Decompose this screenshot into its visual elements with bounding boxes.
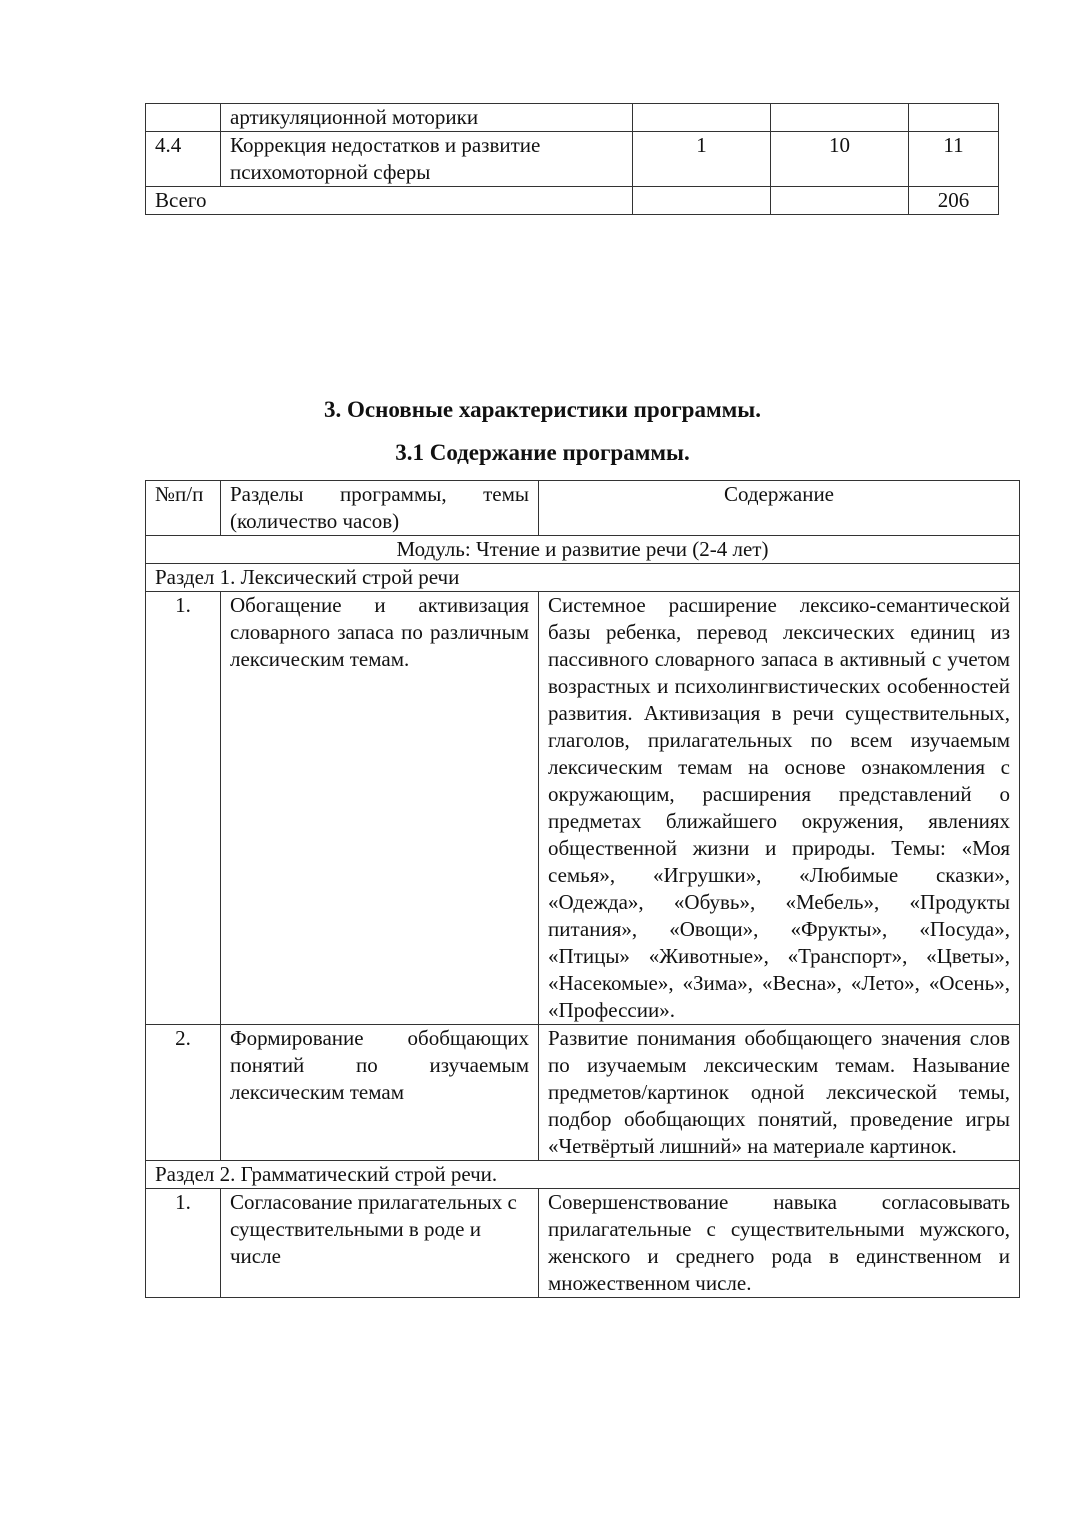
topic-content: Совершенствование навыка согласовывать прилагательные с существительными мужского, женского и среднего рода в единственном и множественном числе. xyxy=(539,1189,1020,1298)
row-number xyxy=(146,104,221,132)
row-number: 4.4 xyxy=(146,132,221,187)
hours-total xyxy=(909,104,999,132)
header-section: Разделы программы, темы (количество часов) xyxy=(221,481,539,536)
topic-content: Развитие понимания обобщающего значения слов по изучаемым лексическим темам. Называние предметов/картинок одной лексической темы, подбор обобщающих понятий, проведение игры «Четвёртый лишний» на материале картинок. xyxy=(539,1025,1020,1161)
topic-name: Формирование обобщающих понятий по изучаемым лексическим темам xyxy=(221,1025,539,1161)
hours-theory xyxy=(633,104,771,132)
table-row xyxy=(146,592,1020,1025)
module-title: Модуль: Чтение и развитие речи (2-4 лет) xyxy=(146,536,1020,564)
hours-practice xyxy=(771,104,909,132)
topic-content: Системное расширение лексико-семантической базы ребенка, перевод лексических единиц из пассивного словарного запаса в активный с учетом возрастных и психолингвистических особенностей развития. Активизация в речи существительных, глаголов, прилагательных по всем изучаемым лексическим темам на основе ознакомления с окружающим, расширения представлений о предметах ближайшего окружения, явлениях общественной жизни и природы. Темы: «Моя семья», «Игрушки», «Любимые сказки», «Одежда», «Обувь», «Мебель», «Продукты питания», «Овощи», «Фрукты», «Посуда», «Птицы» «Животные», «Транспорт», «Цветы», «Насекомые», «Зима», «Весна», «Лето», «Осень», «Профессии». xyxy=(539,592,1020,1025)
row-number: 1. xyxy=(146,592,221,1025)
hours-theory: 1 xyxy=(633,132,771,187)
topic-name: Согласование прилагательных с существительными в роде и числе xyxy=(221,1189,539,1298)
total-theory xyxy=(633,187,771,215)
hours-practice: 10 xyxy=(771,132,909,187)
hours-total: 11 xyxy=(909,132,999,187)
topic-name: артикуляционной моторики xyxy=(221,104,633,132)
table-row xyxy=(146,1025,1020,1161)
row-number: 1. xyxy=(146,1189,221,1298)
section-heading: 3. Основные характеристики программы. xyxy=(324,397,761,422)
content-table xyxy=(145,480,1020,1298)
hours-table xyxy=(145,103,999,215)
header-num: №п/п xyxy=(146,481,221,536)
table-row xyxy=(146,1189,1020,1298)
topic-name: Коррекция недостатков и развитие психомоторной сферы xyxy=(221,132,633,187)
header-content: Содержание xyxy=(539,481,1020,536)
total-row xyxy=(146,187,999,215)
header-row xyxy=(146,481,1020,536)
section-title: Раздел 2. Грамматический строй речи. xyxy=(146,1161,1020,1189)
section-row xyxy=(146,564,1020,592)
module-row xyxy=(146,536,1020,564)
total-label: Всего xyxy=(146,187,633,215)
section-row xyxy=(146,1161,1020,1189)
section-title: Раздел 1. Лексический строй речи xyxy=(146,564,1020,592)
subsection-heading: 3.1 Содержание программы. xyxy=(395,440,690,465)
table-row xyxy=(146,104,999,132)
table-row xyxy=(146,132,999,187)
row-number: 2. xyxy=(146,1025,221,1161)
topic-name: Обогащение и активизация словарного запаса по различным лексическим темам. xyxy=(221,592,539,1025)
total-hours: 206 xyxy=(909,187,999,215)
total-practice xyxy=(771,187,909,215)
